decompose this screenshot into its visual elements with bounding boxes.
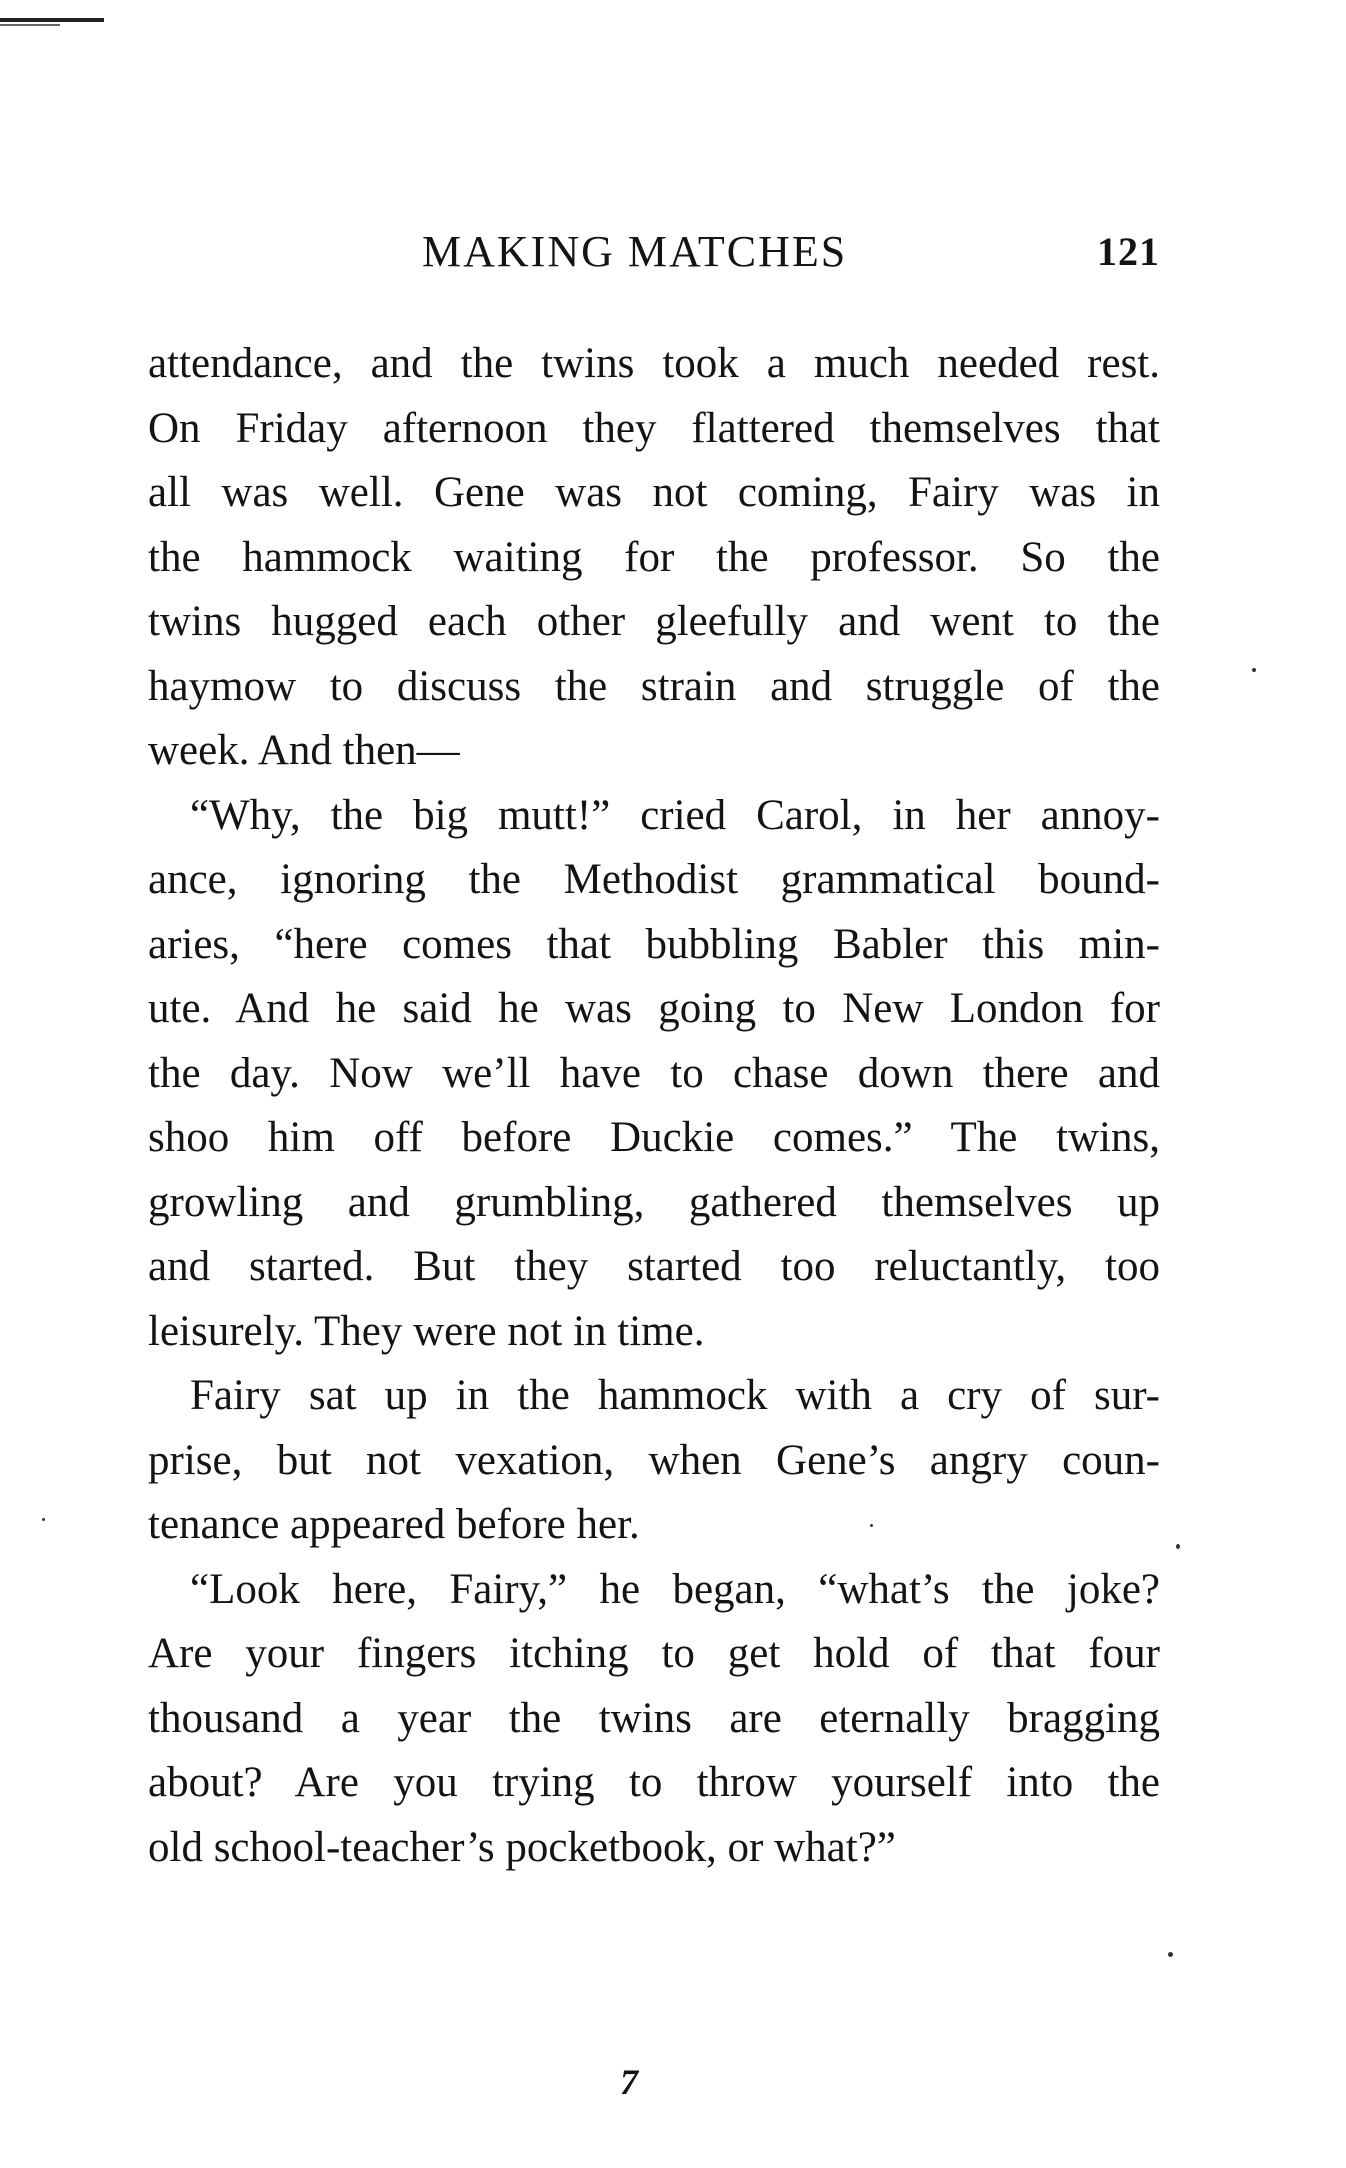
paragraph-3 bbox=[148, 1364, 1160, 1558]
text-line: the hammock waiting for the professor. So the bbox=[148, 533, 1160, 581]
scan-edge-mark bbox=[0, 18, 104, 22]
text-line: On Friday afternoon they flattered themselves that bbox=[148, 404, 1160, 452]
text-line: about? Are you trying to throw yourself into the bbox=[148, 1759, 1160, 1806]
text-line: haymow to discuss the strain and struggle of the bbox=[148, 662, 1160, 710]
text-line: Are your fingers itching to get hold of that four bbox=[148, 1630, 1160, 1677]
text-line: and started. But they started too reluctantly, too bbox=[148, 1243, 1160, 1290]
text-line: Fairy sat up in the hammock with a cry of sur- bbox=[190, 1372, 1160, 1419]
text-line: attendance, and the twins took a much needed rest. bbox=[148, 340, 1160, 387]
paragraph-1 bbox=[148, 332, 1160, 784]
page-header bbox=[150, 222, 1160, 282]
text-line: shoo him off before Duckie comes.” The twins, bbox=[148, 1114, 1160, 1161]
scan-speck bbox=[42, 1518, 45, 1521]
body-text bbox=[148, 332, 1160, 1880]
text-line: prise, but not vexation, when Gene’s angry coun- bbox=[148, 1436, 1160, 1484]
text-line: leisurely. They were not in time. bbox=[148, 1307, 705, 1355]
scan-speck bbox=[1252, 668, 1256, 672]
scan-speck bbox=[870, 1524, 873, 1527]
text-line: twins hugged each other gleefully and went to the bbox=[148, 598, 1160, 645]
page-number: 121 bbox=[1097, 229, 1160, 274]
text-line: week. And then— bbox=[148, 727, 460, 774]
paragraph-4 bbox=[148, 1558, 1160, 1881]
scan-speck bbox=[1168, 1952, 1173, 1957]
text-line: ute. And he said he was going to New London for bbox=[148, 985, 1160, 1032]
scan-edge-mark-thin bbox=[0, 24, 60, 26]
signature-mark: 7 bbox=[620, 2062, 638, 2102]
text-line: “Why, the big mutt!” cried Carol, in her annoy- bbox=[190, 791, 1160, 839]
text-line: all was well. Gene was not coming, Fairy was in bbox=[148, 469, 1160, 516]
text-line: ance, ignoring the Methodist grammatical bound- bbox=[148, 856, 1160, 903]
scan-speck bbox=[1176, 1544, 1180, 1549]
text-line: tenance appeared before her. bbox=[148, 1501, 640, 1548]
text-line: aries, “here comes that bubbling Babler this min- bbox=[148, 920, 1160, 968]
running-title: MAKING MATCHES bbox=[422, 227, 848, 276]
text-line: growling and grumbling, gathered themselves up bbox=[148, 1178, 1160, 1226]
text-line: old school-teacher’s pocketbook, or what?” bbox=[148, 1823, 896, 1871]
text-line: the day. Now we’ll have to chase down there and bbox=[148, 1049, 1160, 1097]
paragraph-2 bbox=[148, 784, 1160, 1365]
text-line: “Look here, Fairy,” he began, “what’s the joke? bbox=[190, 1565, 1160, 1613]
text-line: thousand a year the twins are eternally bragging bbox=[148, 1694, 1160, 1742]
